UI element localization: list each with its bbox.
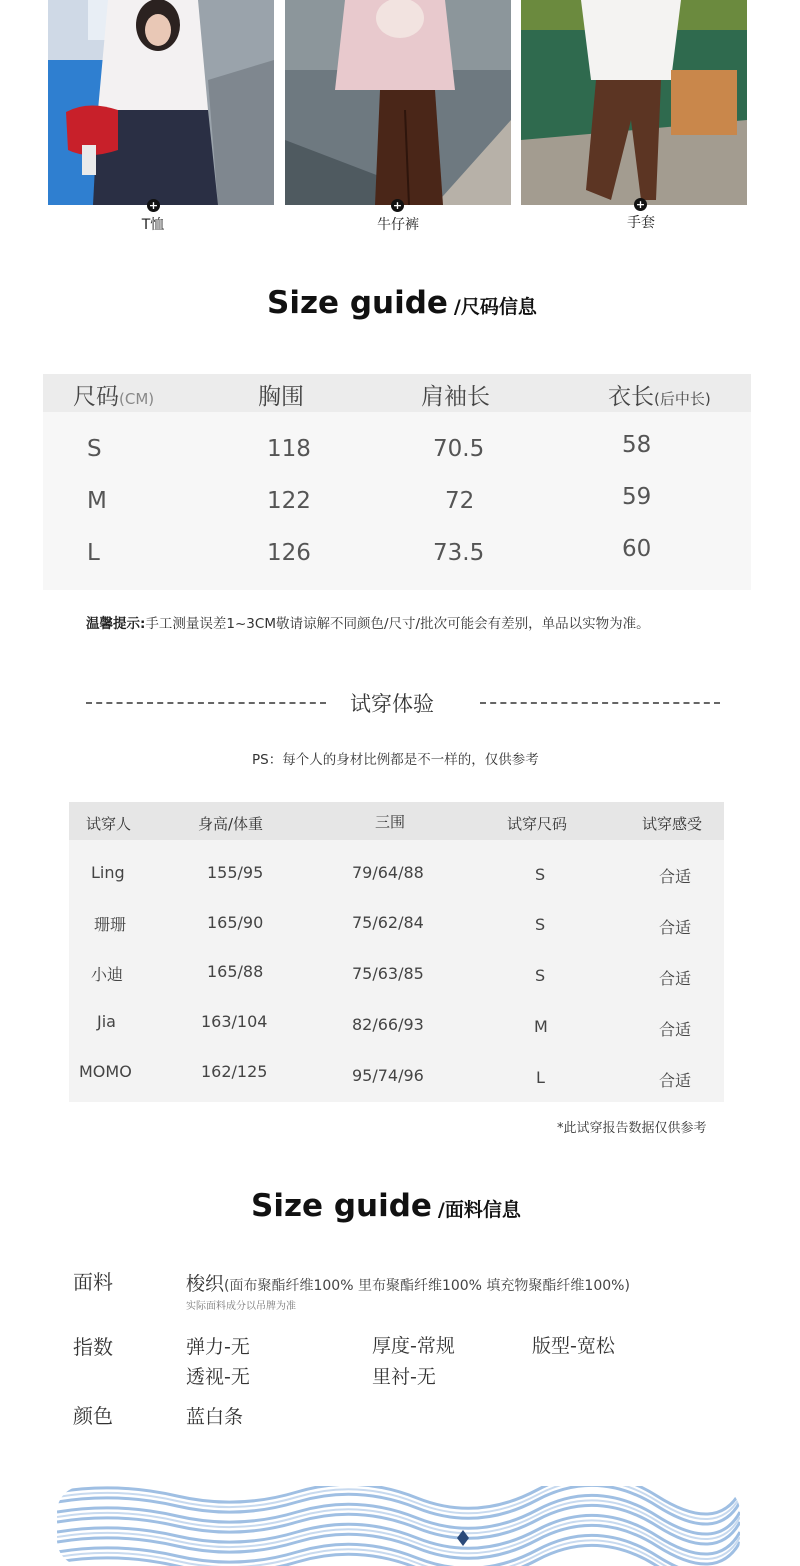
header-tester: 试穿人: [86, 815, 132, 833]
sleeve-cell: 72: [445, 488, 475, 514]
tester-hw: 163/104: [201, 1012, 268, 1031]
fabric-material-note: 实际面料成分以吊牌为准: [186, 1301, 296, 1312]
tester-feel: 合适: [659, 969, 692, 988]
tester-size: L: [536, 1068, 545, 1087]
product-photo-tshirt: [48, 0, 274, 205]
sleeve-cell: 73.5: [433, 540, 485, 566]
tip-text: 手工测量误差1~3CM敬请谅解不同颜色/尺寸/批次可能会有差别，单品以实物为准。: [145, 616, 650, 632]
tester-name: Ling: [91, 863, 125, 882]
plus-icon[interactable]: +: [635, 198, 646, 211]
photo-caption-gloves: 手套: [627, 215, 655, 231]
tester-hw: 162/125: [201, 1062, 268, 1081]
fabric-guide-title: [251, 1188, 521, 1224]
tester-bwh: 82/66/93: [352, 1015, 424, 1034]
size-cell: S: [87, 436, 102, 462]
tester-hw: 165/88: [207, 962, 264, 981]
tip-label: 温馨提示:: [86, 616, 146, 632]
tester-feel: 合适: [659, 918, 692, 937]
fabric-material-value: 梭织(面布聚酯纤维100% 里布聚酯纤维100% 填充物聚酯纤维100%): [186, 1273, 630, 1295]
try-on-title: 试穿体验: [350, 692, 434, 716]
header-length: 衣长(后中长): [608, 384, 711, 410]
chest-cell: 126: [267, 540, 311, 566]
tester-name: MOMO: [79, 1062, 132, 1081]
fabric-fit: 版型-宽松: [532, 1335, 615, 1357]
tester-bwh: 75/62/84: [352, 913, 424, 932]
tester-feel: 合适: [659, 867, 692, 886]
product-photo-gloves: [521, 0, 747, 205]
tester-name: Jia: [97, 1012, 116, 1031]
tester-size: S: [535, 966, 546, 985]
fabric-thickness: 厚度-常规: [372, 1335, 455, 1357]
tester-feel: 合适: [659, 1020, 692, 1039]
try-on-table: [69, 802, 724, 1102]
product-photo-jeans: [285, 0, 511, 205]
length-cell: 60: [622, 536, 652, 562]
header-size: 尺码(CM): [73, 384, 155, 410]
size-table-header: [43, 374, 751, 412]
header-chest: 胸围: [258, 384, 304, 410]
tester-name: 珊珊: [94, 915, 127, 934]
try-on-note: *此试穿报告数据仅供参考: [557, 1121, 707, 1136]
photo-caption-tshirt: T恤: [141, 217, 165, 233]
fabric-lining: 里衬-无: [372, 1366, 436, 1388]
fabric-elasticity: 弹力-无: [186, 1336, 250, 1358]
tester-hw: 155/95: [207, 863, 264, 882]
tester-size: M: [534, 1017, 548, 1036]
chest-cell: 122: [267, 488, 311, 514]
fabric-guide-subtitle: /面料信息: [437, 1199, 521, 1221]
fabric-guide-heading: Size guide: [251, 1188, 432, 1224]
try-on-table-header: [69, 802, 724, 840]
chest-cell: 118: [267, 436, 311, 462]
header-height-weight: 身高/体重: [198, 815, 264, 833]
size-guide-title: [267, 285, 537, 321]
plus-icon[interactable]: +: [148, 199, 159, 212]
size-cell: L: [87, 540, 100, 566]
header-sleeve: 肩袖长: [421, 384, 490, 410]
tester-bwh: 79/64/88: [352, 863, 424, 882]
tester-size: S: [535, 865, 546, 884]
fabric-transparency: 透视-无: [186, 1366, 250, 1388]
plus-icon[interactable]: +: [392, 199, 403, 212]
divider-left: [86, 702, 326, 704]
header-measurements: 三围: [375, 813, 406, 831]
tester-hw: 165/90: [207, 913, 264, 932]
fabric-swatch-image: [57, 1486, 740, 1566]
sleeve-cell: 70.5: [433, 436, 485, 462]
size-guide-subtitle: /尺码信息: [453, 296, 537, 318]
header-try-size: 试穿尺码: [507, 815, 568, 833]
photo-caption-jeans: 牛仔裤: [377, 217, 419, 233]
tester-feel: 合适: [659, 1071, 692, 1090]
tester-bwh: 75/63/85: [352, 964, 424, 983]
length-cell: 58: [622, 432, 652, 458]
fabric-material-detail: (面布聚酯纤维100% 里布聚酯纤维100% 填充物聚酯纤维100%): [224, 1278, 630, 1294]
divider-right: [480, 702, 720, 704]
tester-bwh: 95/74/96: [352, 1066, 424, 1085]
size-table: [43, 374, 751, 590]
fabric-color-label: 颜色: [73, 1404, 113, 1428]
header-feeling: 试穿感受: [642, 815, 703, 833]
fabric-material-label: 面料: [73, 1270, 113, 1294]
size-cell: M: [87, 488, 107, 514]
fabric-index-label: 指数: [73, 1335, 113, 1359]
measurement-tip: [86, 612, 650, 632]
tester-size: S: [535, 915, 546, 934]
tester-name: 小迪: [91, 965, 124, 984]
fabric-color-value: 蓝白条: [186, 1406, 244, 1428]
size-guide-heading: Size guide: [267, 285, 448, 321]
try-on-ps: PS：每个人的身材比例都是不一样的，仅供参考: [252, 752, 539, 768]
length-cell: 59: [622, 484, 652, 510]
